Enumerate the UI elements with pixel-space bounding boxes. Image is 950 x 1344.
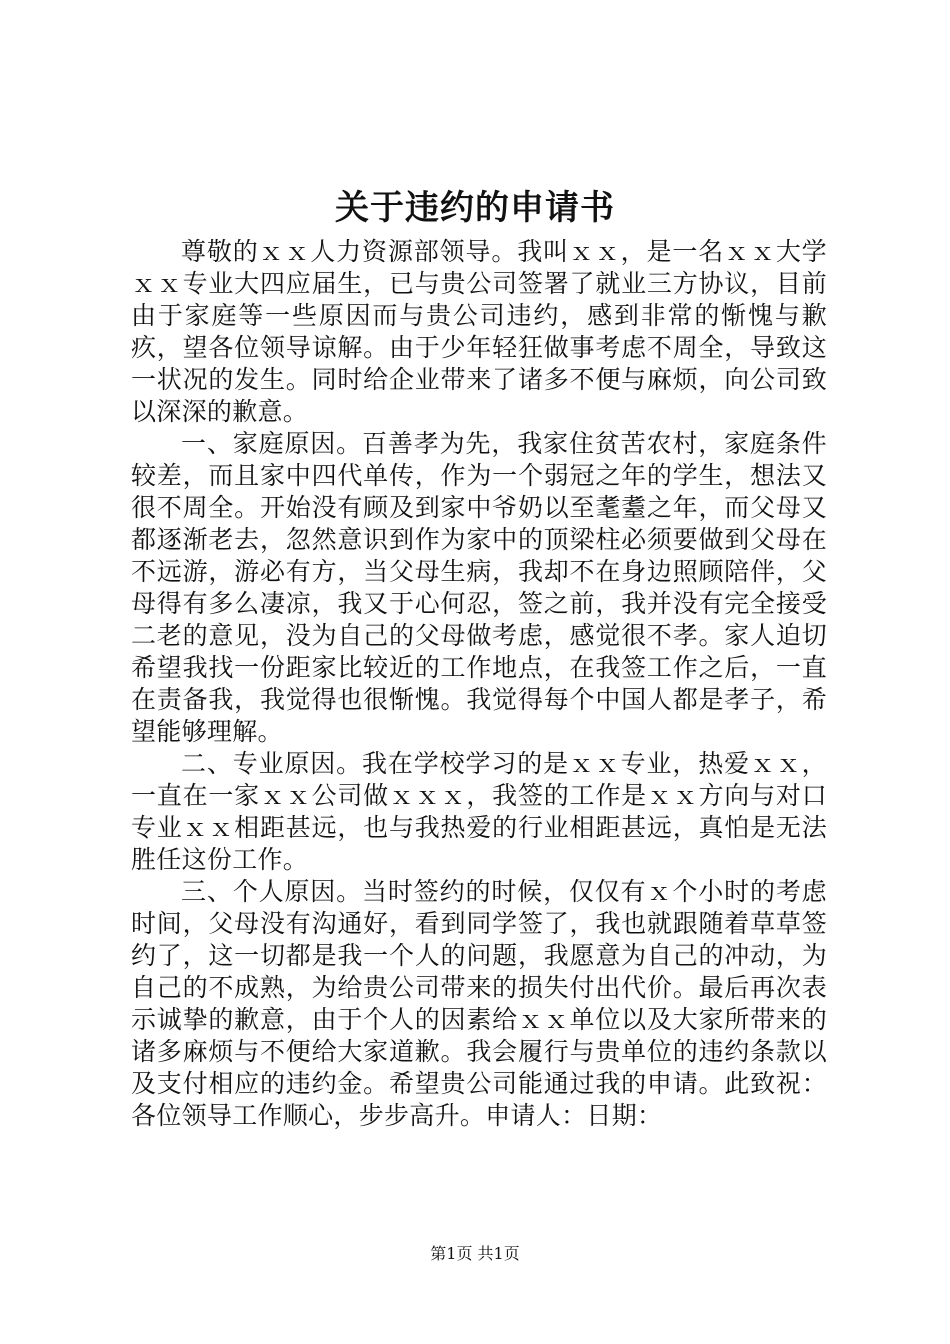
page-number-footer: 第1页 共1页 [430,1244,520,1263]
paragraph-major-reason: 二、专业原因。我在学校学习的是ｘｘ专业，热爱ｘｘ，一直在一家ｘｘ公司做ｘｘｘ，我签的工作是ｘｘ方向与对口专业ｘｘ相距甚远，也与我热爱的行业相距甚远，真怕是无法胜任这份工作。 [131,749,827,874]
paragraph-family-reason: 一、家庭原因。百善孝为先，我家住贫苦农村，家庭条件较差，而且家中四代单传，作为一个弱冠之年的学生，想法又很不周全。开始没有顾及到家中爷奶以至耄耋之年，而父母又都逐渐老去，忽然意识到作为家中的顶梁柱必须要做到父母在不远游，游必有方，当父母生病，我却不在身边照顾陪伴，父母得有多么凄凉，我又于心何忍，签之前，我并没有完全接受二老的意见，没为自己的父母做考虑，感觉很不孝。家人迫切希望我找一份距家比较近的工作地点，在我签工作之后，一直在责备我，我觉得也很惭愧。我觉得每个中国人都是孝子，希望能够理解。 [131,429,827,746]
paragraph-personal-reason: 三、个人原因。当时签约的时候，仅仅有ｘ个小时的考虑时间，父母没有沟通好，看到同学签了，我也就跟随着草草签约了，这一切都是我一个人的问题，我愿意为自己的冲动，为自己的不成熟，为给贵公司带来的损失付出代价。最后再次表示诚挚的歉意，由于个人的因素给ｘｘ单位以及大家所带来的诸多麻烦与不便给大家道歉。我会履行与贵单位的违约条款以及支付相应的违约金。希望贵公司能通过我的申请。此致祝：各位领导工作顺心，步步高升。申请人：日期： [131,877,827,1130]
paragraph-greeting: 尊敬的ｘｘ人力资源部领导。我叫ｘｘ，是一名ｘｘ大学ｘｘ专业大四应届生，已与贵公司签署了就业三方协议，目前由于家庭等一些原因而与贵公司违约，感到非常的惭愧与歉疚，望各位领导谅解。由于少年轻狂做事考虑不周全，导致这一状况的发生。同时给企业带来了诸多不便与麻烦，向公司致以深深的歉意。 [131,237,827,426]
document-body [131,236,827,1132]
document-title: 关于违约的申请书 [335,188,615,228]
